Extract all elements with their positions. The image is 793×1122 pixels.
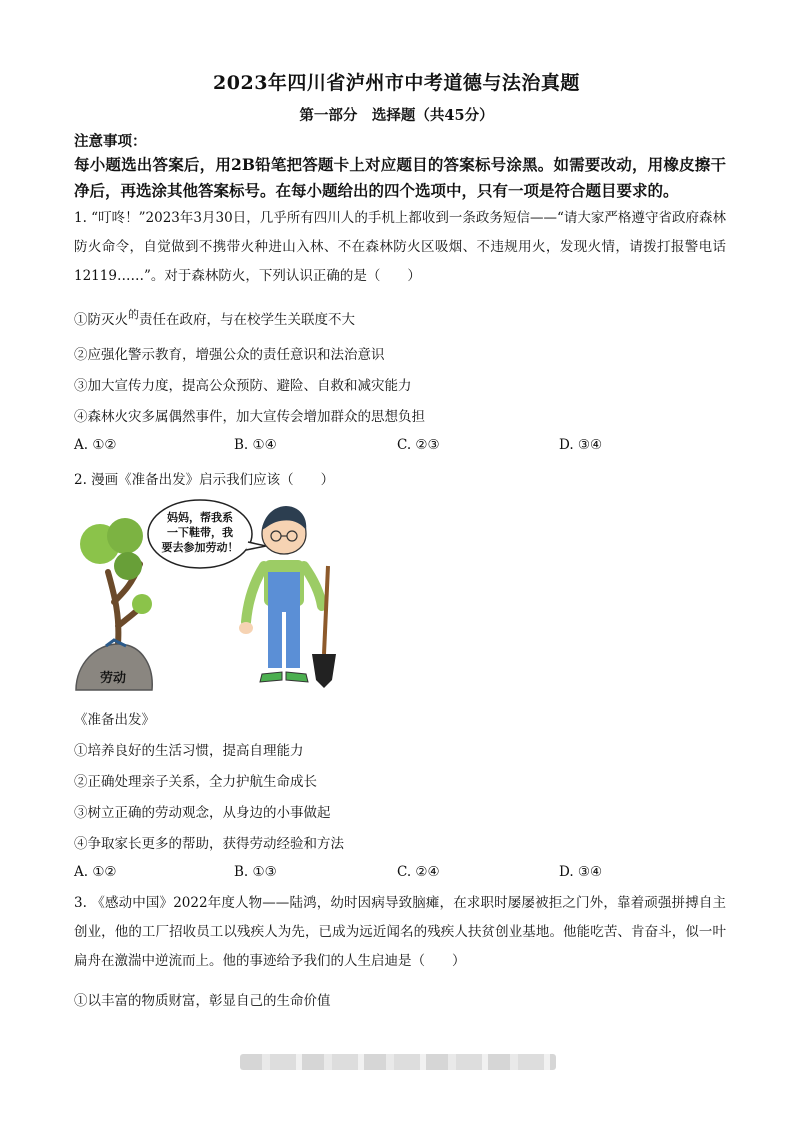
comic-illustration (70, 494, 350, 704)
question-1-choices (74, 437, 726, 457)
choice-d: D. ③④ (559, 864, 603, 880)
choice-b: B. ①④ (234, 437, 277, 453)
option-text: ①防灭火 (74, 312, 128, 328)
choice-b: B. ①③ (234, 864, 277, 880)
footer-watermark (240, 1054, 556, 1070)
comic-caption: 《准备出发》 (74, 712, 155, 728)
question-3-stem: 3. 《感动中国》2022年度人物——陆鸿，幼时因病导致脑瘫，在求职时屡屡被拒之门外，靠着顽强拼搏自主创业，他的工厂招收员工以残疾人为先，已成为远近闻名的残疾人扶贫创业基地。他能吃苦、肯奋斗，似一叶扁舟在激湍中逆流而上。他的事迹给予我们的人生启迪是（ ） (74, 895, 726, 969)
notice-heading: 注意事项： (74, 133, 147, 150)
bag-label: 劳动 (100, 670, 127, 685)
speech-line-3: 要去参加劳动！ (161, 542, 239, 554)
question-2-option-2: ②正确处理亲子关系，全力护航生命成长 (74, 774, 317, 790)
speech-line-2: 一下鞋带，我 (167, 527, 233, 539)
question-2-option-4: ④争取家长更多的帮助，获得劳动经验和方法 (74, 836, 344, 852)
choice-c: C. ②③ (397, 437, 440, 453)
section-subtitle: 第一部分 选择题（共45分） (299, 107, 494, 124)
choice-a: A. ①② (74, 864, 117, 880)
question-2-option-1: ①培养良好的生活习惯，提高自理能力 (74, 743, 304, 759)
choice-c: C. ②④ (397, 864, 440, 880)
question-1-option-4: ④森林火灾多属偶然事件，加大宣传会增加群众的思想负担 (74, 409, 425, 425)
question-1-option-1 (74, 308, 355, 328)
question-2-option-3: ③树立正确的劳动观念，从身边的小事做起 (74, 805, 331, 821)
question-3-option-1: ①以丰富的物质财富，彰显自己的生命价值 (74, 993, 331, 1009)
boy-figure (239, 506, 336, 688)
question-1-option-2: ②应强化警示教育，增强公众的责任意识和法治意识 (74, 347, 385, 363)
speech-line-1: 妈妈，帮我系 (167, 512, 233, 524)
question-1-stem: 1. “叮咚！”2023年3月30日，几乎所有四川人的手机上都收到一条政务短信——“请大家严格遵守省政府森林防火命令，自觉做到不携带火种进山入林、不在森林防火区吸烟、不违规用火，发现火情，请拨打报警电话12119……”。对于森林防火，下列认识正确的是（ ） (74, 210, 726, 284)
choice-a: A. ①② (74, 437, 117, 453)
tree-illustration (76, 518, 152, 690)
choice-d: D. ③④ (559, 437, 603, 453)
notice-text: 每小题选出答案后，用2B铅笔把答题卡上对应题目的答案标号涂黑。如需要改动，用橡皮擦干净后，再选涂其他答案标号。在每小题给出的四个选项中，只有一项是符合题目要求的。 (74, 155, 726, 200)
question-1-option-3: ③加大宣传力度，提高公众预防、避险、自救和减灾能力 (74, 378, 412, 394)
question-2-stem: 2. 漫画《准备出发》启示我们应该（ ） (74, 472, 335, 488)
page-title: 2023年四川省泸州市中考道德与法治真题 (213, 72, 580, 94)
option-superscript: 的 (128, 308, 139, 321)
option-text: 责任在政府，与在校学生关联度不大 (139, 312, 355, 328)
question-2-choices (74, 864, 726, 884)
